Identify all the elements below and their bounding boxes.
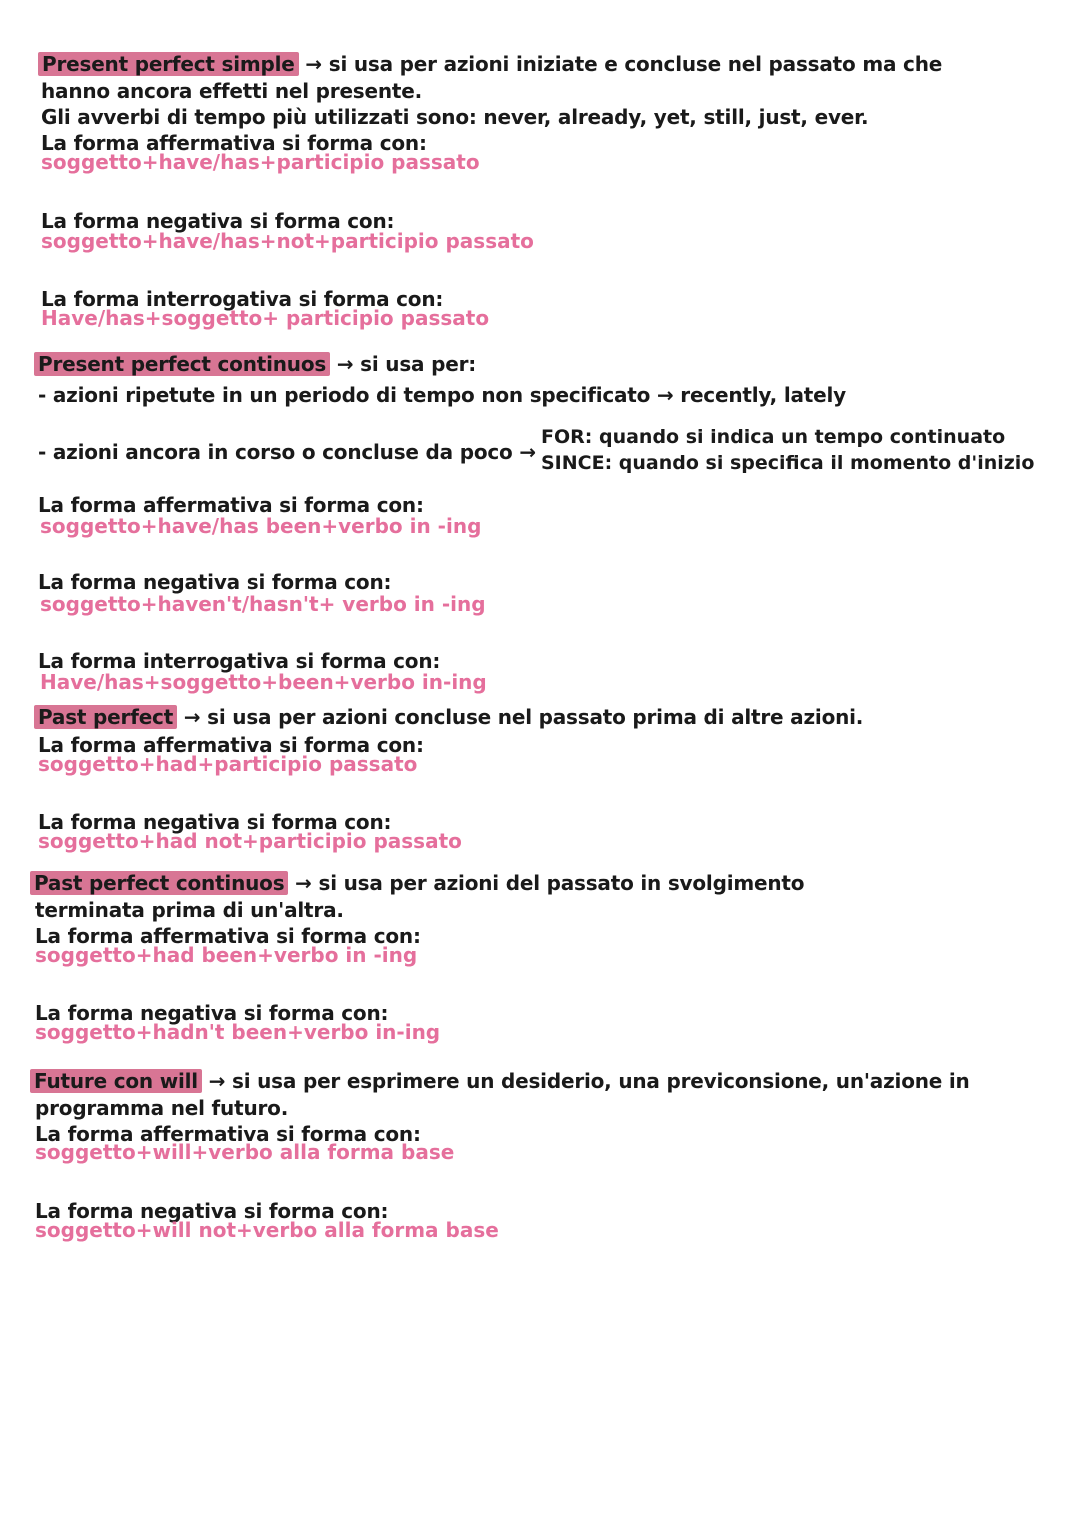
section-header-present-perfect-simple — [38, 52, 942, 76]
section-description-continued: hanno ancora effetti nel presente. — [41, 79, 423, 103]
section-description: → si usa per: — [336, 352, 477, 376]
affirmative-label: La forma affermativa si forma con: — [41, 131, 427, 155]
section-description-continued: programma nel futuro. — [35, 1096, 289, 1120]
section-description: → si usa per azioni iniziate e concluse nel passato ma che — [305, 52, 943, 76]
section-header-past-perfect-continuos — [30, 871, 804, 895]
negative-label: La forma negativa si forma con: — [35, 1001, 389, 1025]
negative-formula: soggetto+will not+verbo alla forma base — [35, 1218, 499, 1242]
section-title: Present perfect simple — [38, 52, 299, 76]
section-description: → si usa per azioni del passato in svolgimento — [295, 871, 805, 895]
section-title: Present perfect continuos — [34, 352, 330, 376]
interrogative-formula: Have/has+soggetto+ participio passato — [41, 306, 490, 330]
affirmative-formula: soggetto+had+participio passato — [38, 752, 418, 776]
for-since-note — [541, 424, 1034, 476]
usage-item-ongoing-actions: - azioni ancora in corso o concluse da poco → — [38, 440, 536, 464]
affirmative-label: La forma affermativa si forma con: — [38, 493, 424, 517]
interrogative-formula: Have/has+soggetto+been+verbo in-ing — [40, 670, 487, 694]
usage-item-repeated-actions: - azioni ripetute in un periodo di tempo non specificato → recently, lately — [38, 383, 846, 407]
negative-label: La forma negativa si forma con: — [38, 570, 392, 594]
interrogative-label: La forma interrogativa si forma con: — [41, 287, 444, 311]
negative-formula: soggetto+had not+participio passato — [38, 829, 462, 853]
section-header-present-perfect-continuos — [34, 352, 476, 376]
interrogative-label: La forma interrogativa si forma con: — [38, 649, 441, 673]
negative-formula: soggetto+hadn't been+verbo in-ing — [35, 1020, 441, 1044]
affirmative-formula: soggetto+have/has+participio passato — [41, 150, 480, 174]
negative-label: La forma negativa si forma con: — [41, 209, 395, 233]
section-description-continued: terminata prima di un'altra. — [35, 898, 344, 922]
for-rule: FOR: quando si indica un tempo continuato — [541, 426, 1006, 448]
section-title: Past perfect continuos — [30, 871, 288, 895]
negative-formula: soggetto+have/has+not+participio passato — [41, 229, 534, 253]
section-title: Future con will — [30, 1069, 202, 1093]
section-header-future-con-will — [30, 1069, 970, 1093]
negative-label: La forma negativa si forma con: — [38, 810, 392, 834]
affirmative-label: La forma affermativa si forma con: — [38, 733, 424, 757]
section-description: → si usa per esprimere un desiderio, una previconsione, un'azione in — [208, 1069, 970, 1093]
section-title: Past perfect — [34, 705, 177, 729]
section-description: → si usa per azioni concluse nel passato prima di altre azioni. — [183, 705, 864, 729]
affirmative-label: La forma affermativa si forma con: — [35, 1122, 421, 1146]
affirmative-formula: soggetto+have/has been+verbo in -ing — [40, 514, 482, 538]
affirmative-formula: soggetto+had been+verbo in -ing — [35, 943, 418, 967]
since-rule: SINCE: quando si specifica il momento d'inizio — [541, 452, 1035, 474]
section-header-past-perfect — [34, 705, 863, 729]
adverbs-note: Gli avverbi di tempo più utilizzati sono: never, already, yet, still, just, ever. — [41, 105, 869, 129]
affirmative-formula: soggetto+will+verbo alla forma base — [35, 1140, 455, 1164]
negative-label: La forma negativa si forma con: — [35, 1199, 389, 1223]
affirmative-label: La forma affermativa si forma con: — [35, 924, 421, 948]
negative-formula: soggetto+haven't/hasn't+ verbo in -ing — [40, 592, 486, 616]
